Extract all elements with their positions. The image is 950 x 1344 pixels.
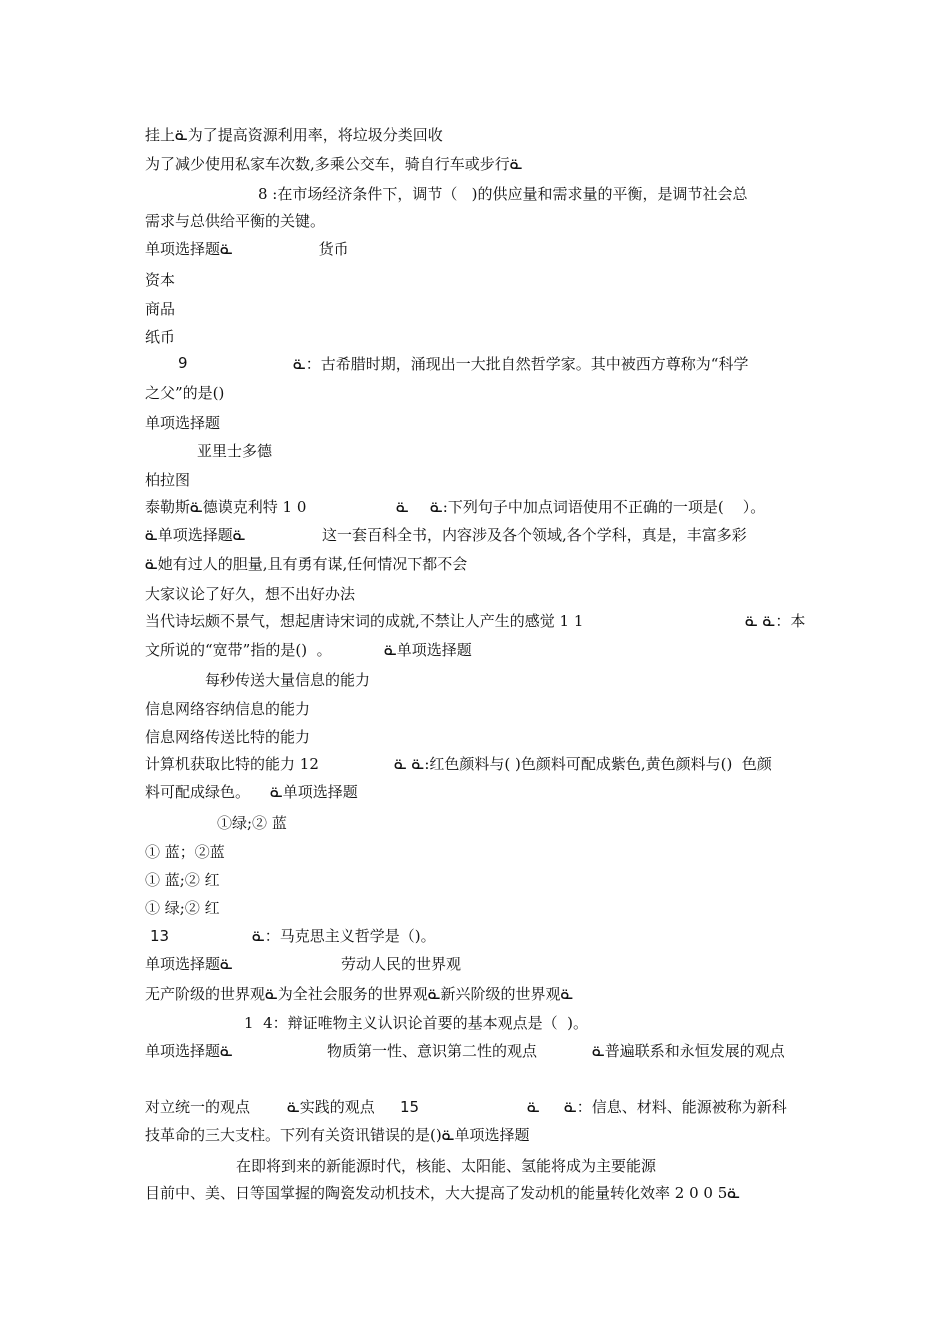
text-line: 为了减少使用私家车次数,多乘公交车，骑自行车或步行ᓏ <box>145 155 523 173</box>
text-line: 挂上ᓏ为了提高资源利用率，将垃圾分类回收 <box>145 126 443 144</box>
question-11-stem: ᓏ ᓏ：本 <box>745 612 806 630</box>
option-line: 信息网络传送比特的能力 <box>145 728 311 746</box>
question-type-label: 单项选择题ᓏ 货币 <box>145 240 349 258</box>
text-line: 料可配成绿色。 <box>145 783 251 801</box>
question-number: 15 <box>400 1098 420 1116</box>
text-line: 之父”的是() <box>145 384 225 402</box>
option-line: ᓏ普遍联系和永恒发展的观点 <box>592 1042 785 1060</box>
option-line: ① 蓝;② 红 <box>145 871 220 889</box>
option-line: 对立统一的观点 <box>145 1098 251 1116</box>
option-line: ᓏ实践的观点 <box>287 1098 375 1116</box>
question-type-label: 单项选择题ᓏ <box>145 955 233 973</box>
option-line: ①绿;② 蓝 <box>217 814 287 832</box>
option-line: ᓏ她有过人的胆量,且有勇有谋,任何情况下都不会 <box>145 555 468 573</box>
option-line: 纸币 <box>145 328 176 346</box>
question-12-stem: ᓏ ᓏ:红色颜料与( )色颜料可配成紫色,黄色颜料与() 色颜 <box>394 755 772 773</box>
question-14-stem: 1 4：辩证唯物主义认识论首要的基本观点是（ )。 <box>244 1014 589 1032</box>
question-number: 9 <box>178 354 188 372</box>
question-10-stem: ᓏ:下列句子中加点词语使用不正确的一项是( ）。 <box>430 498 766 516</box>
option-line: 大家议论了好久，想不出好办法 <box>145 585 356 603</box>
question-13-stem: ᓏ：马克思主义哲学是（)。 <box>252 927 436 945</box>
option-line: 物质第一性、意识第二性的观点 <box>327 1042 538 1060</box>
option-line: 亚里士多德 <box>197 442 273 460</box>
question-8-stem: 8 :在市场经济条件下，调节（ )的供应量和需求量的平衡，是调节社会总 <box>258 185 748 203</box>
option-line: 这一套百科全书，内容涉及各个领域,各个学科，真是，丰富多彩 <box>322 526 747 544</box>
text-fragment: ᓏ <box>527 1098 540 1116</box>
question-type-label: ᓏ单项选择题 <box>384 641 472 659</box>
option-line: 无产阶级的世界观ᓏ为全社会服务的世界观ᓏ新兴阶级的世界观ᓏ <box>145 985 574 1003</box>
option-line: 劳动人民的世界观 <box>341 955 462 973</box>
text-line: 需求与总供给平衡的关键。 <box>145 212 326 230</box>
question-type-label: ᓏ单项选择题 <box>270 783 358 801</box>
question-number: 13 <box>150 927 170 945</box>
option-line: 泰勒斯ᓏ德谟克利特 1 0 <box>145 498 307 516</box>
text-line: 文所说的“宽带”指的是() 。 <box>145 641 332 659</box>
option-line: 商品 <box>145 300 176 318</box>
option-line: 在即将到来的新能源时代，核能、太阳能、氢能将成为主要能源 <box>236 1157 657 1175</box>
option-line: 信息网络容纳信息的能力 <box>145 700 311 718</box>
option-line: 目前中、美、日等国掌握的陶瓷发动机技术，大大提高了发动机的能量转化效率 2 0 0 5ᓏ <box>145 1184 741 1202</box>
option-line: ① 绿;② 红 <box>145 899 220 917</box>
question-type-label: 单项选择题ᓏ <box>145 1042 233 1060</box>
option-line: 每秒传送大量信息的能力 <box>205 671 371 689</box>
option-line: 柏拉图 <box>145 471 191 489</box>
question-type-label: ᓏ单项选择题ᓏ <box>145 526 246 544</box>
option-line: 当代诗坛颇不景气，想起唐诗宋词的成就,不禁让人产生的感觉 1 1 <box>145 612 584 630</box>
text-fragment: ᓏ <box>396 498 409 516</box>
option-line: 计算机获取比特的能力 12 <box>145 755 319 773</box>
question-15-stem: ᓏ：信息、材料、能源被称为新科 <box>564 1098 787 1116</box>
text-line: 技革命的三大支柱。下列有关资讯错误的是()ᓏ单项选择题 <box>145 1126 530 1144</box>
option-line: 资本 <box>145 271 176 289</box>
option-line: ① 蓝；②蓝 <box>145 843 225 861</box>
question-type-label: 单项选择题 <box>145 414 221 432</box>
question-9-stem: ᓏ：古希腊时期，涌现出一大批自然哲学家。其中被西方尊称为“科学 <box>293 355 749 373</box>
